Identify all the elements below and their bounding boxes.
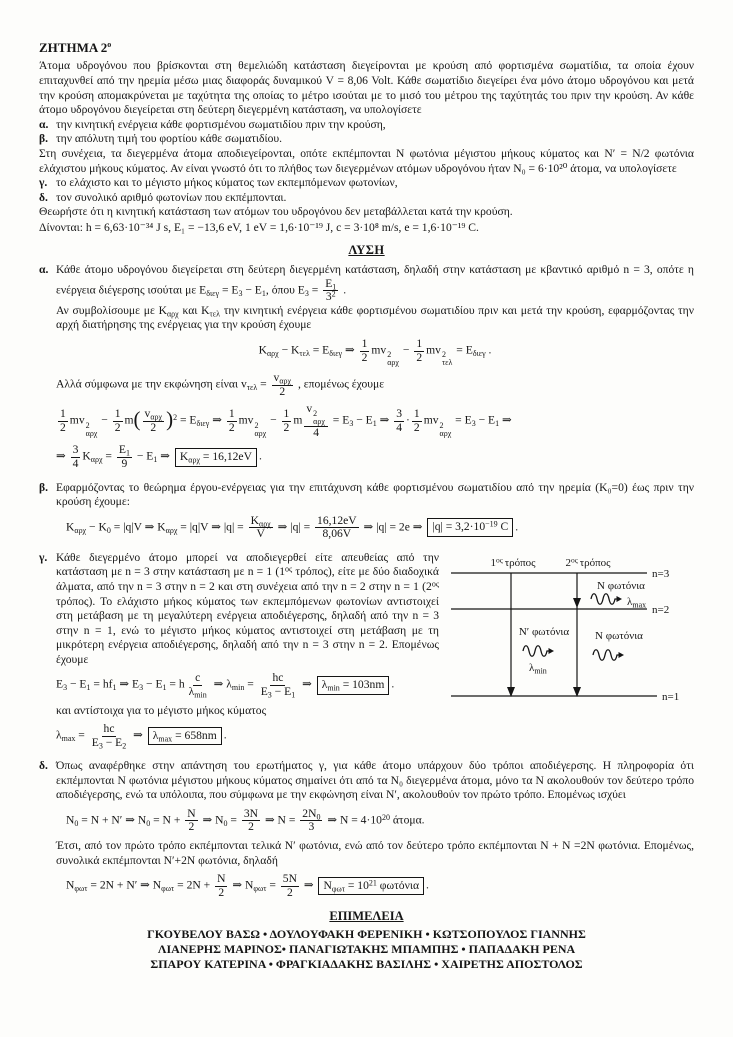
item-label: β. [39, 132, 49, 146]
paragraph: και αντίστοιχα για το μέγιστο μήκος κύματος [56, 703, 267, 717]
equation-charge-result: $K_{\alpha\rho\chi} - K_0 = |q|V$ ⇒ $K_{\alpha\rho\chi} = |q|V$ ⇒ |q| = $\frac{K_{\alpha\rho\chi}}{V}$ ⇒ |q| = $\frac{16,12eV}{8,06V}$ ⇒ |q| = 2e ⇒ $|q| = 3,2\cdot 10^{-19}$ C . [66, 513, 519, 541]
solution-heading: ΛΥΣΗ [348, 242, 385, 257]
item-text: την κινητική ενέργεια κάθε φορτισμένου σωματιδίου πριν την κρούση, [56, 117, 386, 131]
solution-section-g [39, 551, 694, 754]
paragraph: Κάθε διεγερμένο άτομο μπορεί να αποδιεγερθεί είτε απευθείας από την κατάσταση με n = 3 στην κατάσταση με n = 1 ($1^{o\varsigma}$ τρόπος), είτε με δύο διαδοχικά άλματα, από την n = 3 στην n = 2 και στη συνέχεια από την n = 2 στην n = 1 ($2^{o\varsigma}$ τρόπος). Το ελάχιστο μήκος κύματος των εκπεμπόμενων φωτονίων αντιστοιχεί στη μετάβαση με τη μεγαλύτερη ενέργεια αποδιέγερσης, δηλαδή από την n = 3 στην n = 1, ενώ το μέγιστο μήκος κύματος αντιστοιχεί στη μετάβαση με τη μικρότερη ενέργεια αποδιέγερσης, δηλαδή από την n = 3 στην n = 2. Επομένως έχουμε [56, 550, 439, 666]
level-label-n1: n=1 [662, 690, 680, 703]
problem-note: Θεωρήστε ότι η κινητική κατάσταση των ατόμων του υδρογόνου δεν μεταβάλλεται κατά την κρούση. [39, 205, 513, 219]
transition-arrow-way2 [573, 573, 581, 697]
section-label: γ. [39, 550, 48, 564]
problem-title: ΖΗΤΗΜΑ $2^o$ [39, 40, 112, 55]
way2-label: $2^{o\varsigma}$ τρόπος [565, 555, 611, 569]
equation-kinetic-derivation: $\frac{1}{2}$ mv 2 αρχ − $\frac{1}{2}$ m( $\frac{v_{\alpha\rho\chi}}{2}$ )$^2 = E_{\delta\iota\varepsilon\gamma}$ ⇒ $\frac{1}{2}$ mv 2 αρχ − $\frac{1}{2}$ m v 2 αρχ 4 = $E_3 - E_1$ ⇒ $\frac{3}{4}$ · $\frac{1}{2}$ mv 2 αρχ = $E_3 - E_1$ ⇒ [60, 402, 512, 439]
credits-line: ΣΠΑΡΟΥ ΚΑΤΕΡΙΝΑ • ΦΡΑΓΚΙΑΔΑΚΗΣ ΒΑΣΙΛΗΣ • ΧΑΙΡΕΤΗΣ ΑΠΟΣΤΟΛΟΣ [150, 957, 583, 972]
question-item-d [39, 191, 694, 206]
credits-heading: ΕΠΙΜΕΛΕΙΑ [329, 909, 404, 924]
title-ordinal-sup: ο [107, 40, 112, 50]
paragraph: Εφαρμόζοντας το θεώρημα έργου-ενέργειας για την επιτάχυνση κάθε φορτισμένου σωματιδίου από την ηρεμία (K₀=0) έως πριν την κρούση έχουμε: [56, 480, 694, 509]
credits-line: ΓΚΟΥΒΕΛΟΥ ΒΑΣΩ • ΔΟΥΛΟΥΦΑΚΗ ΦΕΡΕΝΙΚΗ • ΚΩΤΣΟΠΟΥΛΟΣ ΓΙΑΝΝΗΣ [147, 926, 586, 941]
equation-lambda-min: $E_3 - E_1 = hf_1$ ⇒ $E_3 - E_1 = h$ $\frac{c}{\lambda_{min}}$ ⇒ $\lambda_{min}$ = $\frac{hc}{E_3 - E_1}$ ⇒ $\lambda_{min} = 103nm$ . [56, 671, 395, 700]
problem-intro: Άτομα υδρογόνου που βρίσκονται στη θεμελιώδη κατάσταση διεγείρονται με κρούση από φορτισμένα σωματίδια, τα οποία έχουν επιταχυνθεί από την ηρεμία μέσω μιας διαφοράς δυναμικού V = 8,06 Volt. Κάθε σωματίδιο διεγείρει ένα μόνο άτομο υδρογόνου και μετά την κρούση απομακρύνεται με ταχύτητα της οποίας το μέτρο ισούται με το μισό του μέτρου της ταχύτητάς του πριν την κρούση. Αν κάθε άτομο υδρογόνου διεγείρεται στη δεύτερη διεγερμένη κατάσταση, να υπολογίσετε [39, 59, 694, 117]
equation-lambda-max: $\lambda_{max}$ = $\frac{hc}{E_3 - E_2}$ ⇒ $\lambda_{max} = 658nm$ . [56, 722, 227, 750]
paragraph: Όπως αναφέρθηκε στην απάντηση του ερωτήματος γ, για κάθε άτομο υπάρχουν δύο τρόποι αποδιέγερσης. Η πληροφορία ότι εκπέμπονται N φωτόνια μέγιστου μήκους κύματος σημαίνει ότι από τα N₀ διεγερμένα άτομα, μόνο τα N ακολουθούν τον δεύτερο τρόπο αποδιέγερσης, ενώ τα υπόλοιπα, που σύμφωνα με την εκφώνηση είναι N′, ακολουθούν τον πρώτο τρόπο. Επομένως ισχύει [56, 759, 694, 802]
solution-section-d [39, 759, 694, 904]
equation-kinetic-result: ⇒ $\frac{3}{4}$ $K_{\alpha\rho\chi}$ = $\frac{E_1}{9}$ − $E_1$ ⇒ $K_{\alpha\rho\chi} = 16,12eV$ . [56, 443, 262, 470]
n-photons-bottom-label: N φωτόνια [595, 629, 643, 642]
n-prime-photons-label: N′ φωτόνια [518, 625, 570, 638]
given-quantities: Δίνονται: h = 6,63·10⁻³⁴ J s, E₁ = −13,6 eV, 1 eV = 1,6·10⁻¹⁹ J, c = 3·10⁸ m/s, e = 1,6·10⁻¹⁹ C. [39, 220, 479, 234]
photon-wave-icon [593, 649, 624, 660]
equation-total-photons: $N_{\varphi\omega\tau} = 2N + N'$ ⇒ $N_{\varphi\omega\tau} = 2N$ + $\frac{N}{2}$ ⇒ $N_{\varphi\omega\tau}$ = $\frac{5N}{2}$ ⇒ $N_{\varphi\omega\tau} = 10^{21}$ φωτόνια . [66, 872, 429, 899]
photon-wave-icon [523, 645, 554, 656]
equation-energy-conservation: $K_{\alpha\rho\chi} - K_{\tau\varepsilon\lambda} = E_{\delta\iota\varepsilon\gamma}$ ⇒ $\frac{1}{2}$ mv 2 αρχ − $\frac{1}{2}$ mv 2 τελ = $E_{\delta\iota\varepsilon\gamma}$ . [258, 337, 492, 368]
credits-block [39, 909, 694, 972]
item-label: δ. [39, 190, 48, 204]
transition-arrow-way1 [507, 573, 515, 697]
section-label: δ. [39, 759, 48, 773]
level-label-n2: n=2 [652, 603, 670, 616]
photon-wave-icon [591, 593, 622, 604]
lambda-max-label: $\lambda_{max}$ [627, 595, 647, 610]
equation-atom-count: $N_0 = N + N'$ ⇒ $N_0 = N$ + $\frac{N}{2}$ ⇒ $N_0$ = $\frac{3N}{2}$ ⇒ N = $\frac{2N_0}{3}$ ⇒ $N = 4\cdot 10^{20}$ άτομα. [66, 806, 425, 834]
paragraph: Έτσι, από τον πρώτο τρόπο εκπέμπονται τελικά N′ φωτόνια, ενώ από τον δεύτερο τρόπο εκπέμπονται N + N =2N φωτόνια. Επομένως, συνολικά εκπέμπονται N′+2N φωτόνια, δηλαδή [56, 838, 694, 867]
item-text: την απόλυτη τιμή του φορτίου κάθε σωματιδίου. [56, 132, 282, 146]
problem-continuation: Στη συνέχεια, τα διεγερμένα άτομα αποδιεγείρονται, οπότε εκπέμπονται N φωτόνια μέγιστου μήκους κύματος και N′ = N/2 φωτόνια ελάχιστου μήκους κύματος. Αν είναι γνωστό ότι το πλήθος των διεγερμένων ατόμων υδρογόνου ήταν N₀ = 6·10²⁰ άτομα, να υπολογίσετε [39, 146, 694, 175]
paragraph: Αν συμβολίσουμε με $K_{\alpha\rho\chi}$ και $K_{\tau\varepsilon\lambda}$ την κινητική ενέργεια κάθε φορτισμένου σωματιδίου πριν και μετά την κρούση, εφαρμόζοντας την αρχή διατήρησης της ενέργειας για την κρούση έχουμε [56, 303, 694, 332]
section-label: α. [39, 263, 49, 277]
lambda-min-label: $\lambda_{min}$ [529, 661, 547, 676]
energy-level-diagram [449, 553, 694, 705]
item-text: το ελάχιστο και το μέγιστο μήκος κύματος των εκπεμπόμενων φωτονίων, [56, 176, 398, 190]
question-item-a [39, 118, 694, 133]
item-label: γ. [39, 176, 48, 190]
solution-section-b [39, 481, 694, 546]
section-label: β. [39, 480, 49, 494]
level-label-n3: n=3 [652, 567, 670, 580]
credits-line: ΛΙΑΝΕΡΗΣ ΜΑΡΙΝΟΣ• ΠΑΝΑΓΙΩΤΑΚΗΣ ΜΠΑΜΠΗΣ • ΠΑΠΑΔΑΚΗ ΡΕΝΑ [157, 942, 576, 957]
item-text: τον συνολικό αριθμό φωτονίων που εκπέμπονται. [56, 190, 287, 204]
paragraph: Κάθε άτομο υδρογόνου διεγείρεται στη δεύτερη διεγερμένη κατάσταση, δηλαδή στην κατάσταση με κβαντικό αριθμό n = 3, οπότε η ενέργεια διέγερσης ισούται με $E_{\delta\iota\varepsilon\gamma} = E_3 - E_1$, όπου $E_3$ = $\frac{E_1}{3^2}$ . [56, 263, 694, 304]
n-photons-top-label: N φωτόνια [597, 579, 645, 592]
solution-section-a [39, 263, 694, 475]
question-item-b [39, 132, 694, 147]
item-label: α. [39, 117, 49, 131]
question-item-g [39, 176, 694, 191]
paragraph: Αλλά σύμφωνα με την εκφώνηση είναι $v_{\tau\varepsilon\lambda}$ = $\frac{v_{\alpha\rho\chi}}{2}$ , επομένως έχουμε [56, 371, 385, 398]
way1-label: $1^{o\varsigma}$ τρόπος [490, 555, 536, 569]
